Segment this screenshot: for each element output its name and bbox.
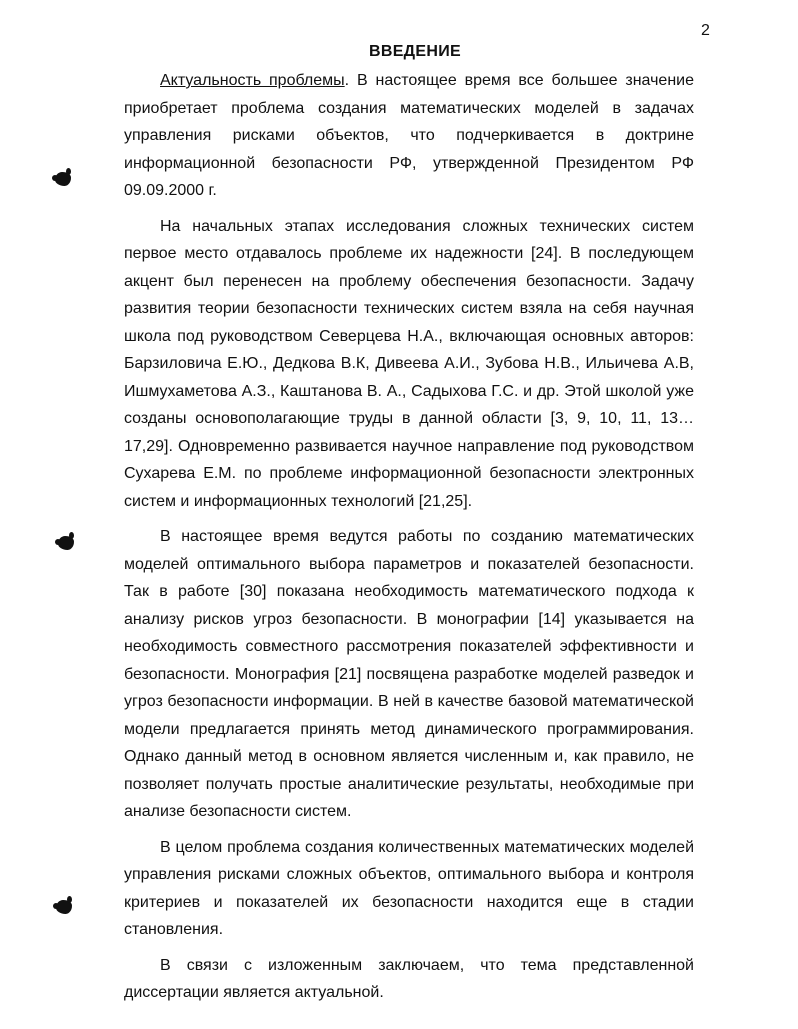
paragraph-problem-status: В целом проблема создания количественных математических моделей управления рисками сложных объектов, оптимального выбора и контроля критериев и показателей их безопасности находится еще в стадии становления. — [124, 838, 694, 938]
binding-hole-mark — [55, 172, 71, 186]
paragraph-relevance — [124, 67, 694, 205]
binding-hole-mark — [58, 536, 74, 550]
paragraph-history: На начальных этапах исследования сложных технических систем первое место отдавалось проблеме их надежности [24]. В последующем акцент был перенесен на проблему обеспечения безопасности. Задачу развития теории безопасности технических систем взяла на себя научная школа под руководством Северцева Н.А., включающая основных авторов: Барзиловича Е.Ю., Дедкова В.К, Дивеева А.И., Зубова Н.В., Ильичева А.В, Ишмухаметова А.З., Каштанова В. А., Садыхова Г.С. и др. Этой школой уже созданы основополагающие труды в данной области [3, 9, 10, 11, 13…17,29]. Одновременно развивается научное направление под руководством Сухарева Е.М. по проблеме информационной безопасности электронных систем и информационных технологий [21,25]. — [124, 217, 694, 510]
body-text — [124, 67, 694, 1015]
paragraph-text: . В настоящее время все большее значение приобретает проблема создания математических моделей в задачах управления рисками объектов, что подчеркивается в доктрине информационной безопасности РФ, утвержденной Президентом РФ 09.09.2000 г. — [124, 72, 694, 199]
page-number: 2 — [701, 22, 710, 39]
paragraph-current-work: В настоящее время ведутся работы по созданию математических моделей оптимального выбора параметров и показателей безопасности. Так в работе [30] показана необходимость математического подхода к анализу рисков угроз безопасности. В монографии [14] указывается на необходимость совместного рассмотрения показателей эффективности и безопасности. Монография [21] посвящена разработке моделей разведок и угроз безопасности информации. В ней в качестве базовой математической модели предлагается принять метод динамического программирования. Однако данный метод в основном является численным и, как правило, не позволяет получать простые аналитические результаты, необходимые при анализе безопасности систем. — [124, 528, 694, 820]
binding-hole-mark — [56, 900, 72, 914]
page-title: ВВЕДЕНИЕ — [369, 43, 461, 60]
paragraph-conclusion: В связи с изложенным заключаем, что тема представленной диссертации является актуальной. — [124, 956, 694, 1001]
relevance-lead-in: Актуальность проблемы — [160, 72, 345, 89]
